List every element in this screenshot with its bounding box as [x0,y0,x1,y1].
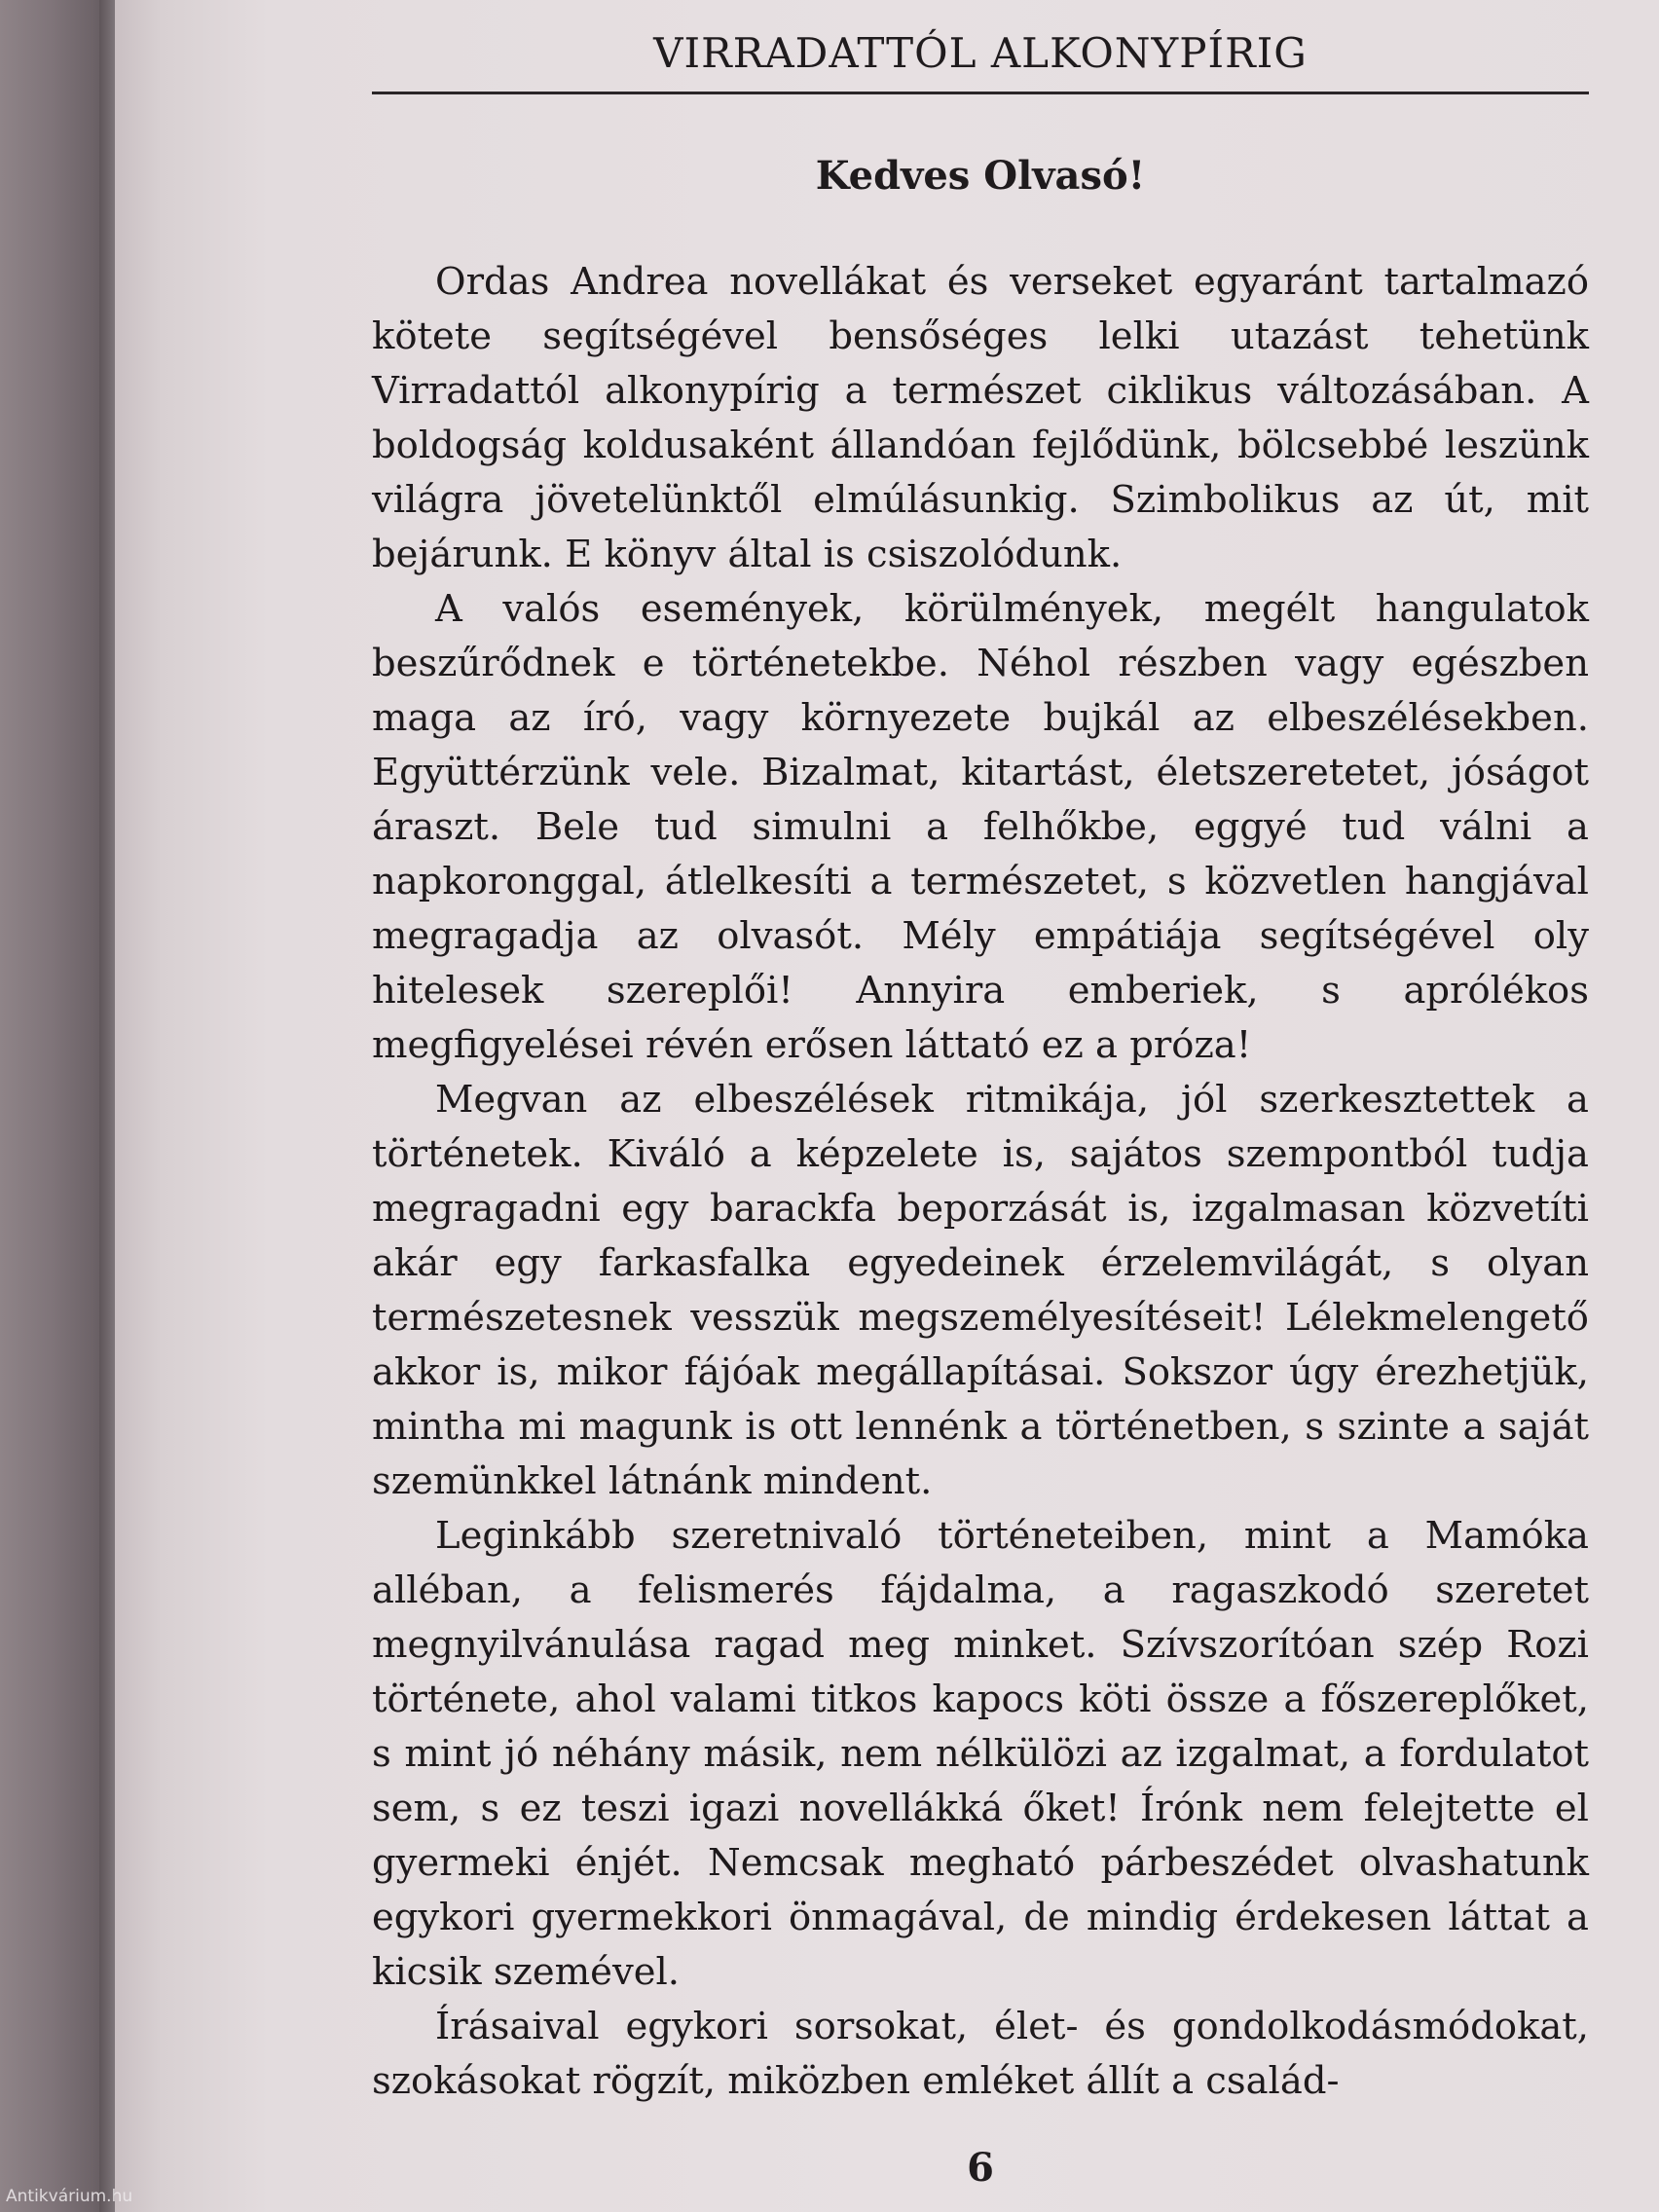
paragraph-1: Ordas Andrea novellákat és verseket egyaránt tartalmazó kötete segítségével bensőséges lelki utazást tehetünk Virradattól alkonypírig a természet ciklikus változásában. A boldogság koldusaként állandóan fejlődünk, bölcsebbé leszünk világra jövetelünktől elmúlásunkig. Szimbolikus az út, mit bejárunk. E könyv által is csiszolódunk. [372,260,1589,576]
watermark: Antikvárium.hu [6,2187,133,2206]
body-text [372,255,1589,2109]
paragraph-4: Leginkább szeretnivaló történeteiben, mint a Mamóka alléban, a felismerés fájdalma, a ragaszkodó szeretet megnyilvánulása ragad meg minket. Szívszorítóan szép Rozi története, ahol valami titkos kapocs köti össze a főszereplőket, s mint jó néhány másik, nem nélkülözi az izgalmat, a fordulatot sem, s ez teszi igazi novellákká őket! Írónk nem felejtette el gyermeki énjét. Nemcsak megható párbeszédet olvashatunk egykori gyermekkori önmagával, de mindig érdekesen láttat a kicsik szemével. [372,1514,1589,1994]
page-number: 6 [967,2145,994,2191]
page-title: Kedves Olvasó! [815,153,1146,199]
running-head: VIRRADATTÓL ALKONYPÍRIG [653,29,1308,77]
paragraph-3: Megvan az elbeszélések ritmikája, jól szerkesztettek a történetek. Kiváló a képzelete is, sajátos szempontból tudja megragadni egy barackfa beporzását is, izgalmasan közvetíti akár egy farkasfalka egyedeinek érzelemvilágát, s olyan természetesnek vesszük megszemélyesítéseit! Lélekmelengető akkor is, mikor fájóak megállapításai. Sokszor úgy érezhetjük, mintha mi magunk is ott lennénk a történetben, s szinte a saját szemünkkel látnánk mindent. [372,1078,1589,1503]
paragraph-5: Írásaival egykori sorsokat, élet- és gondolkodásmódokat, szokásokat rögzít, miközben emléket állít a család- [372,2005,1589,2103]
header-rule [372,92,1589,94]
paragraph-2: A valós események, körülmények, megélt hangulatok beszűrődnek e történetekbe. Néhol részben vagy egészben maga az író, vagy környezete bujkál az elbeszélésekben. Együttérzünk vele. Bizalmat, kitartást, életszeretetet, jóságot áraszt. Bele tud simulni a felhőkbe, eggyé tud válni a napkoronggal, átlelkesíti a természetet, s közvetlen hangjával megragadja az olvasót. Mély empátiája segítségével oly hitelesek szereplői! Annyira emberiek, s aprólékos megfigyelései révén erősen láttató ez a próza! [372,587,1589,1067]
